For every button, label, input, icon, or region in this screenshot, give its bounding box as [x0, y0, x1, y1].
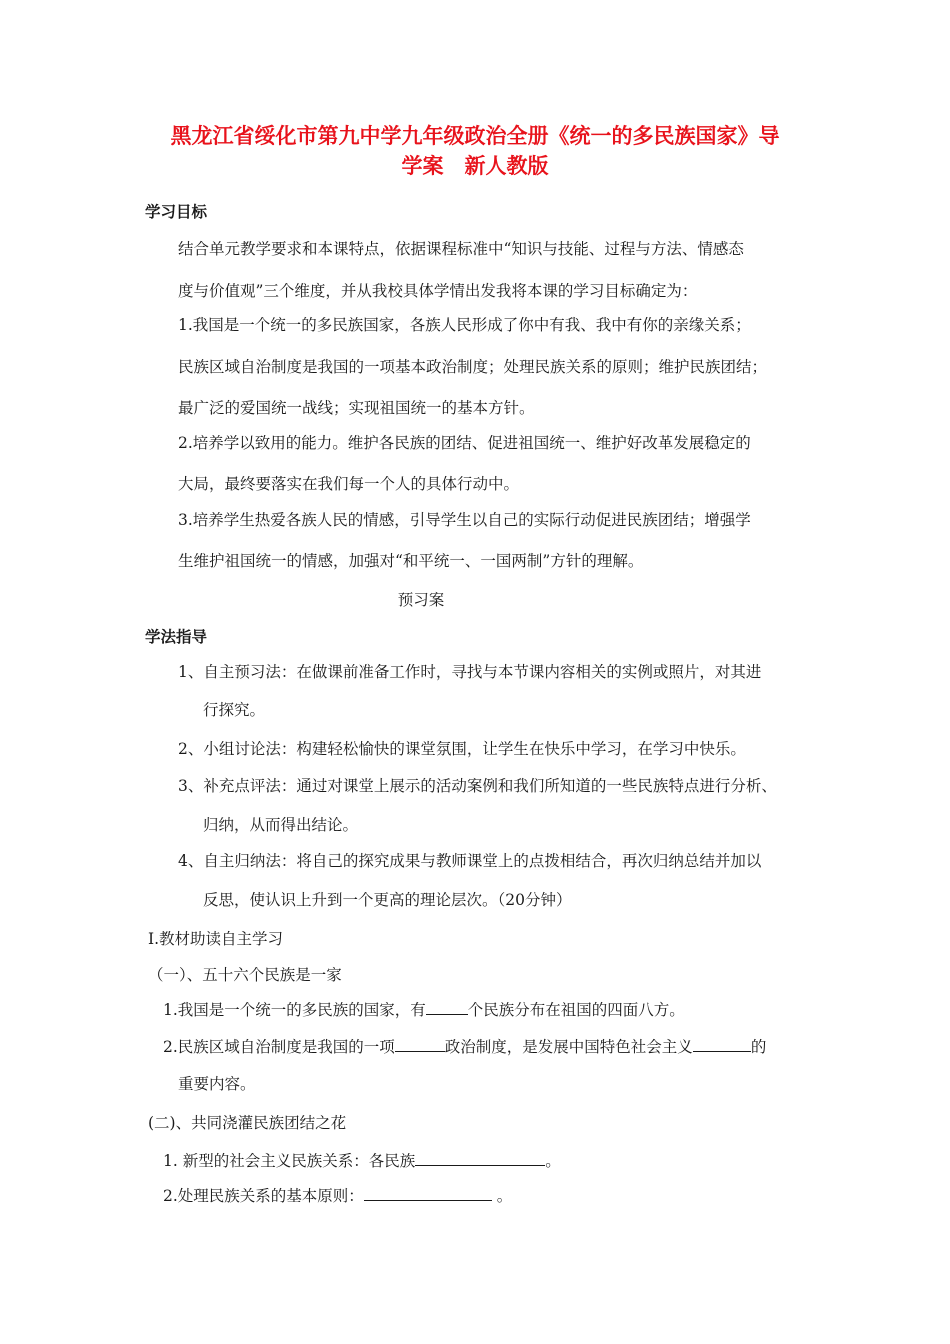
document-title-line-2: 学案 新人教版	[401, 154, 549, 178]
method-1-line-1: 1、自主预习法：在做课前准备工作时，寻找与本节课内容相关的实例或照片，对其进	[178, 663, 762, 681]
document-title-line-1: 黑龙江省绥化市第九中学九年级政治全册《统一的多民族国家》导	[170, 124, 780, 148]
objective-2-line-2: 大局，最终要落实在我们每一个人的具体行动中。	[178, 475, 520, 493]
objectives-intro-line-1: 结合单元教学要求和本课特点，依据课程标准中“知识与技能、过程与方法、情感态	[178, 240, 744, 258]
methods-heading: 学法指导	[145, 628, 208, 646]
question-2-text-middle: 政治制度，是发展中国特色社会主义	[444, 1038, 693, 1056]
question-2-answer-blank-2[interactable]	[693, 1035, 751, 1052]
question-3-text-before: 1. 新型的社会主义民族关系：各民族	[163, 1152, 416, 1170]
objective-1-line-1: 1.我国是一个统一的多民族国家，各族人民形成了你中有我、我中有你的亲缘关系；	[178, 316, 751, 334]
question-2-text-before: 2.民族区域自治制度是我国的一项	[163, 1038, 395, 1056]
question-2-answer-blank-1[interactable]	[395, 1035, 445, 1052]
question-1-text-after: 个民族分布在祖国的四面八方。	[467, 1001, 685, 1019]
method-1-line-2: 行探究。	[203, 701, 266, 719]
question-4	[163, 1184, 512, 1207]
method-4-line-2: 反思，使认识上升到一个更高的理论层次。（20分钟）	[203, 891, 572, 909]
method-3-line-1: 3、补充点评法：通过对课堂上展示的活动案例和我们所知道的一些民族特点进行分析、	[178, 777, 777, 795]
objectives-intro-line-2: 度与价值观”三个维度，并从我校具体学情出发我将本课的学习目标确定为：	[178, 282, 698, 300]
question-3	[163, 1149, 561, 1172]
question-4-text-before: 2.处理民族关系的基本原则：	[163, 1187, 364, 1205]
objective-3-line-2: 生维护祖国统一的情感，加强对“和平统一、一国两制”方针的理解。	[178, 552, 644, 570]
question-1-text-before: 1.我国是一个统一的多民族的国家，有	[163, 1001, 426, 1019]
question-3-text-after: 。	[545, 1152, 561, 1170]
question-1	[163, 998, 685, 1021]
objective-1-line-3: 最广泛的爱国统一战线；实现祖国统一的基本方针。	[178, 399, 535, 417]
study-part-1-title: （一）、五十六个民族是一家	[148, 966, 342, 984]
question-3-answer-blank[interactable]	[415, 1149, 545, 1166]
study-part-2-title: (二)、共同浇灌民族团结之花	[148, 1114, 347, 1132]
preview-label: 预习案	[397, 591, 445, 609]
method-2-line-1: 2、小组讨论法：构建轻松愉快的课堂氛围，让学生在快乐中学习，在学习中快乐。	[178, 740, 746, 758]
objective-2-line-1: 2.培养学以致用的能力。维护各民族的团结、促进祖国统一、维护好改革发展稳定的	[178, 434, 751, 452]
question-4-text-after: 。	[491, 1187, 513, 1205]
question-2-line-2: 重要内容。	[178, 1075, 256, 1093]
study-section-title: Ⅰ.教材助读自主学习	[148, 930, 284, 948]
method-4-line-1: 4、自主归纳法：将自己的探究成果与教师课堂上的点拨相结合，再次归纳总结并加以	[178, 852, 762, 870]
question-2	[163, 1035, 766, 1058]
question-2-text-after: 的	[750, 1038, 767, 1056]
method-3-line-2: 归纳，从而得出结论。	[203, 816, 359, 834]
objectives-heading: 学习目标	[145, 203, 208, 221]
objective-3-line-1: 3.培养学生热爱各族人民的情感，引导学生以自己的实际行动促进民族团结；增强学	[178, 511, 751, 529]
question-1-answer-blank[interactable]	[426, 998, 468, 1015]
question-4-answer-blank[interactable]	[364, 1184, 492, 1201]
objective-1-line-2: 民族区域自治制度是我国的一项基本政治制度；处理民族关系的原则；维护民族团结；	[178, 358, 768, 376]
